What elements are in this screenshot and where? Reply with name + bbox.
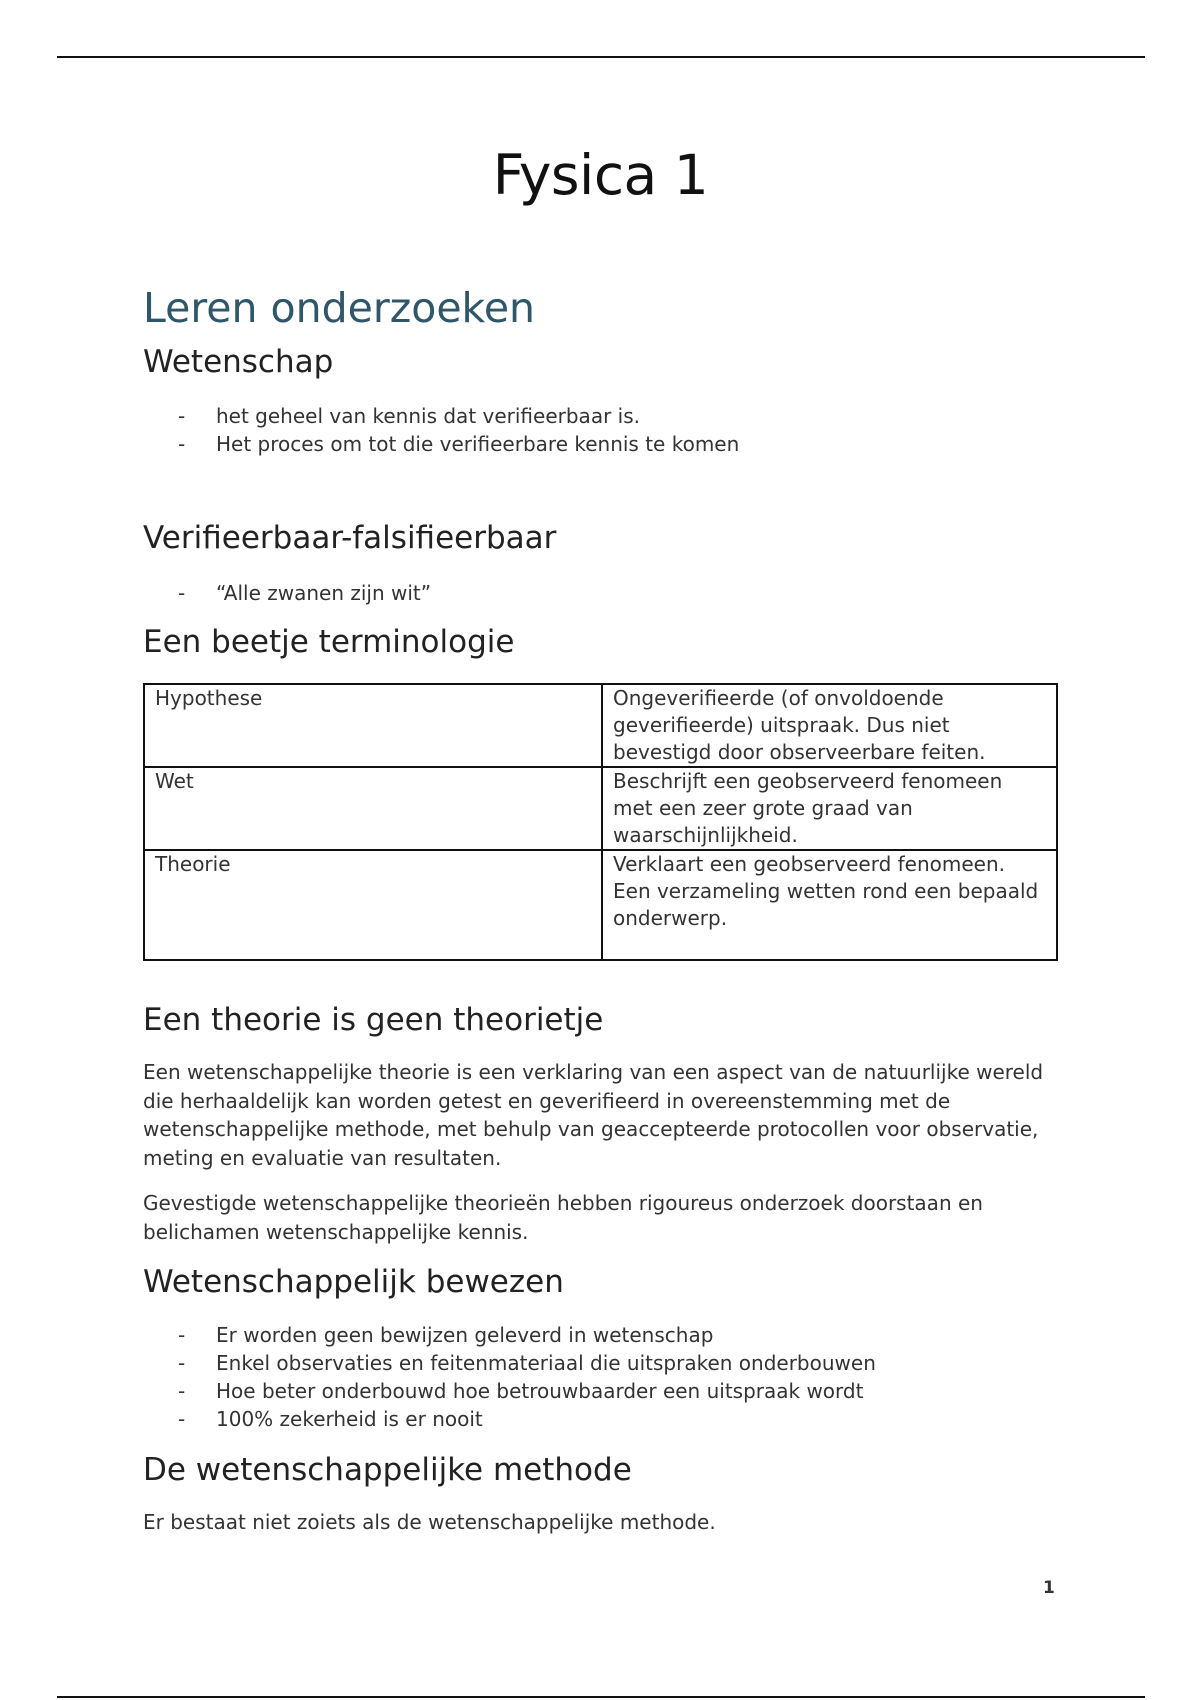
terminology-table: [143, 683, 1058, 961]
heading-wetenschap: Wetenschap: [143, 344, 334, 380]
term-cell: Wet: [144, 767, 602, 850]
bullet-dash: -: [178, 1407, 186, 1431]
list-item: - het geheel van kennis dat verifieerbaar is.: [178, 404, 640, 428]
heading-bewezen: Wetenschappelijk bewezen: [143, 1264, 564, 1300]
paragraph-theorie-1: Een wetenschappelijke theorie is een verklaring van een aspect van de natuurlijke wereld die herhaaldelijk kan worden getest en geverifieerd in overeenstemming met de wetenschappelijke methode, met behulp van geaccepteerde protocollen voor observatie, meting en evaluatie van resultaten.: [143, 1060, 1044, 1170]
header-rule: [57, 56, 1145, 58]
definition-cell: Ongeverifieerde (of onvoldoende geverifieerde) uitspraak. Dus niet bevestigd door observeerbare feiten.: [602, 684, 1057, 767]
list-item: - Hoe beter onderbouwd hoe betrouwbaarder een uitspraak wordt: [178, 1379, 864, 1403]
footer-rule: [57, 1696, 1145, 1698]
list-verifieerbaar: [143, 579, 431, 607]
table-row: [144, 684, 1057, 767]
bullet-dash: -: [178, 1323, 186, 1347]
bullet-dash: -: [178, 1351, 186, 1375]
document-title: Fysica 1: [492, 143, 709, 207]
bullet-dash: -: [178, 1379, 186, 1403]
paragraph-theorie-2: Gevestigde wetenschappelijke theorieën hebben rigoureus onderzoek doorstaan en belichamen wetenschappelijke kennis.: [143, 1191, 983, 1244]
page-number: 1: [1043, 1578, 1055, 1598]
heading-terminologie: Een beetje terminologie: [143, 624, 515, 660]
definition-cell: Verklaart een geobserveerd fenomeen. Een verzameling wetten rond een bepaald onderwerp.: [602, 850, 1057, 960]
section-heading: Leren onderzoeken: [143, 284, 536, 332]
definition-cell: Beschrijft een geobserveerd fenomeen met een zeer grote graad van waarschijnlijkheid.: [602, 767, 1057, 850]
term-cell: Theorie: [144, 850, 602, 960]
list-item: - Er worden geen bewijzen geleverd in wetenschap: [178, 1323, 714, 1347]
list-wetenschap: [143, 402, 739, 458]
list-bewezen: [143, 1321, 876, 1433]
heading-theorie: Een theorie is geen theorietje: [143, 1002, 604, 1038]
table-row: [144, 767, 1057, 850]
table-row: [144, 850, 1057, 960]
paragraph-methode: Er bestaat niet zoiets als de wetenschappelijke methode.: [143, 1510, 716, 1534]
heading-methode: De wetenschappelijke methode: [143, 1452, 632, 1488]
heading-verifieerbaar: Verifieerbaar-falsifieerbaar: [143, 520, 557, 556]
list-item: - Enkel observaties en feitenmateriaal die uitspraken onderbouwen: [178, 1351, 876, 1375]
bullet-dash: -: [178, 581, 186, 605]
bullet-dash: -: [178, 404, 186, 428]
list-item: - Het proces om tot die verifieerbare kennis te komen: [178, 432, 740, 456]
term-cell: Hypothese: [144, 684, 602, 767]
list-item: - 100% zekerheid is er nooit: [178, 1407, 483, 1431]
list-item: - “Alle zwanen zijn wit”: [178, 581, 432, 605]
bullet-dash: -: [178, 432, 186, 456]
